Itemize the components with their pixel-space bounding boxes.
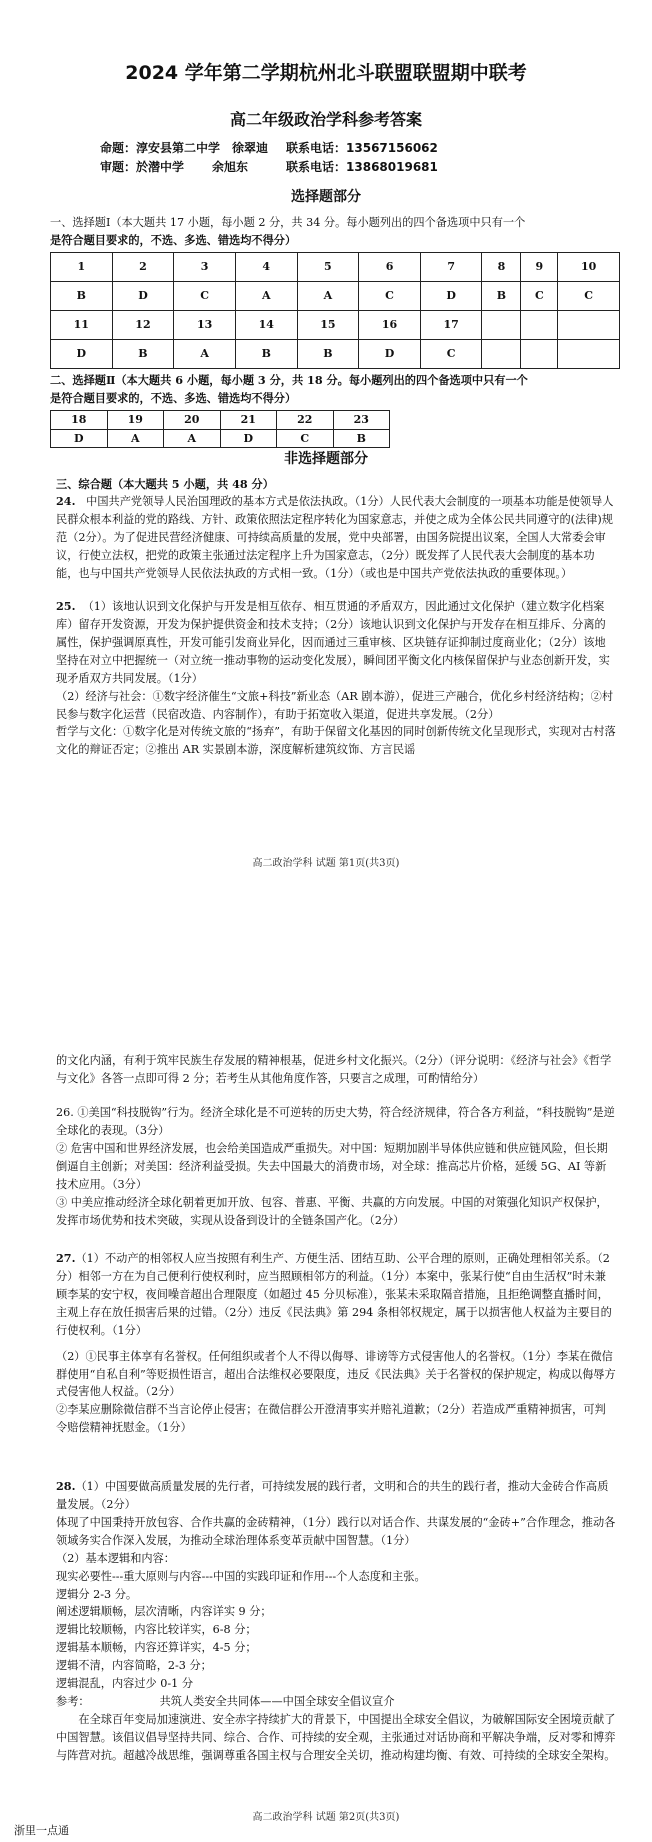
table-cell: 13 (174, 311, 236, 340)
table-cell: D (420, 282, 482, 311)
q26-part1: 26. ①美国“科技脱钩”行为。经济全球化是不可逆转的历史大势，符合经济规律，符合各方利益，“科技脱钩”是逆全球化的表现。（3分） (56, 1106, 615, 1137)
table-cell: D (220, 429, 277, 448)
reference-label: 参考： (56, 1695, 90, 1709)
q25-answer (56, 598, 616, 759)
q28-part2: 体现了中国秉持开放包容、合作共赢的金砖精神，（1分）践行以对话合作、共谋发展的“金砖+”合作理念，推动各领域务实合作深入发展，为推动全球治理体系变革贡献中国智慧。（1分） (56, 1515, 616, 1547)
table-row (51, 429, 390, 448)
section-nonchoice-title: 非选择题部分 (284, 451, 368, 467)
exam-title: 2024 学年第二学期杭州北斗联盟联盟期中联考 (125, 62, 527, 84)
q27-answer (56, 1250, 616, 1437)
q25-part3: 哲学与文化：①数字化是对传统文旅的“扬弃”，有助于保留文化基因的同时创新传统文化呈现形式，实现对古村落文化的辩证否定；②推出 AR 实景剧本游，深度解析建筑纹饰、方言民谣 (56, 725, 616, 757)
reviewer-line (100, 158, 438, 177)
table-cell: 3 (174, 253, 236, 282)
q27-part3: ②李某应删除微信群不当言论停止侵害；在微信群公开澄清事实并赔礼道歉；（2分）若造成严重精神损害，可判令赔偿精神抚慰金。（1分） (56, 1403, 606, 1435)
q2-intro (50, 372, 620, 408)
table-cell: C (558, 282, 620, 311)
table-cell: 7 (420, 253, 482, 282)
table-row (51, 411, 390, 430)
q26-part3: ③ 中美应推动经济全球化朝着更加开放、包容、普惠、平衡、共赢的方向发展。中国的对策强化知识产权保护，发挥市场优势和技术突破，实现从设备到设计的全链条国产化。（2分） (56, 1195, 608, 1227)
q26-part2: ② 危害中国和世界经济发展，也会给美国造成严重损失。对中国：短期加剧半导体供应链和供应链风险，但长期倒逼自主创新；对美国：经济利益受损。失去中国最大的消费市场，对全球：推高芯片价格，延缓 5G、AI 等新技术应用。（3分） (56, 1141, 608, 1191)
q25-continued (56, 1052, 616, 1088)
table-row (51, 311, 620, 340)
q28-part9: 逻辑不清，内容简略，2-3 分； (56, 1659, 212, 1673)
table-cell: 18 (51, 411, 108, 430)
table-cell: 19 (107, 411, 164, 430)
table-cell: B (297, 340, 359, 369)
table-cell: B (482, 282, 521, 311)
answer-table-1 (50, 252, 620, 369)
proposer-label: 命题： (100, 141, 137, 155)
table-cell: D (359, 340, 421, 369)
q28-part5: 逻辑分 2-3 分。 (56, 1587, 138, 1601)
table-cell: A (164, 429, 221, 448)
table-row (51, 282, 620, 311)
table-cell: D (51, 340, 113, 369)
reviewer-school: 於潜中学 (136, 160, 185, 174)
section-choice-title: 选择题部分 (291, 189, 361, 205)
table-cell: B (235, 340, 297, 369)
table-cell: 8 (482, 253, 521, 282)
table-cell (558, 340, 620, 369)
table-cell: A (235, 282, 297, 311)
table-cell: A (174, 340, 236, 369)
table-cell: 22 (277, 411, 334, 430)
table-cell: 16 (359, 311, 421, 340)
q26-answer (56, 1104, 616, 1229)
table-cell: C (174, 282, 236, 311)
reference-body: 在全球百年变局加速演进、安全赤字持续扩大的背景下，中国提出全球安全倡议，为破解国际安全困境贡献了中国智慧。该倡议倡导坚持共同、综合、合作、可持续的安全观，主张通过对话协商和平解决争端，反对零和博弈与阵营对抗。超越冷战思维，强调尊重各国主权与合理安全关切，推动构建均衡、有效、可持续的全球安全架构。 (56, 1712, 616, 1762)
q2-intro-bold: 是符合题目要求的，不选、多选、错选均不得分） (50, 390, 297, 405)
table-cell: B (51, 282, 113, 311)
q25-number: 25. (56, 599, 76, 613)
table-cell: 2 (112, 253, 174, 282)
corner-watermark: 浙里一点通 (14, 1824, 69, 1837)
table-cell: 9 (521, 253, 558, 282)
page-footer-2: 高二政治学科 试题 第2页(共3页) (252, 1812, 400, 1823)
q27-number: 27. (56, 1251, 76, 1265)
table-cell: 10 (558, 253, 620, 282)
q24-number: 24. (56, 494, 76, 508)
q28-part4: 现实必要性---重大原则与内容---中国的实践印证和作用---个人态度和主张。 (56, 1569, 426, 1583)
page-footer-1: 高二政治学科 试题 第1页(共3页) (252, 858, 400, 869)
reviewer-label: 审题： (100, 160, 137, 174)
table-cell: 4 (235, 253, 297, 282)
table-cell (482, 311, 521, 340)
table-cell: C (420, 340, 482, 369)
table-cell: 17 (420, 311, 482, 340)
table-cell (482, 340, 521, 369)
table-cell: D (51, 429, 108, 448)
table-cell: 11 (51, 311, 113, 340)
table-cell: A (107, 429, 164, 448)
section2-intro (56, 476, 616, 494)
table-cell: 1 (51, 253, 113, 282)
q28-answer (56, 1478, 616, 1765)
q24-answer (56, 493, 616, 583)
table-cell: 6 (359, 253, 421, 282)
table-row (51, 253, 620, 282)
q24-text: 中国共产党领导人民治国理政的基本方式是依法执政。（1分）人民代表大会制度的一项基本功能是使领导人民群众根本利益的党的路线、方针、政策依照法定程序转化为国家意志，并使之成为全体公民共同遵守的(法律)规范（2分）。为了促进民营经济健康、可持续高质量的发展，党中央部署，由国务院提出议案，全国人大常委会审议，行使立法权，把党的政策主张通过法定程序上升为国家意志，（2分）既发挥了人民代表大会制度的基本功能，也与中国共产党领导人民依法执政的方式相一致。（1分）（或也是中国共产党依法执政的重要体现。） (56, 495, 614, 580)
q1-intro-bold: 是符合题目要求的，不选、多选、错选均不得分） (50, 232, 297, 247)
q25-part2: （2）经济与社会：①数字经济催生“文旅+科技”新业态（AR 剧本游），促进三产融合，优化乡村经济结构；②村民参与数字化运营（民宿改造、内容制作），有助于拓宽收入渠道，促进共享发展。（2分） (56, 689, 614, 721)
q28-number: 28. (56, 1479, 76, 1493)
table-cell: D (112, 282, 174, 311)
reviewer-phone: 13868019681 (346, 160, 438, 174)
table-cell: 15 (297, 311, 359, 340)
table-cell: C (521, 282, 558, 311)
proposer-line (100, 139, 438, 158)
table-cell (521, 311, 558, 340)
proposer-phone-label: 联系电话： (286, 141, 347, 155)
q28-part3: （2）基本逻辑和内容： (56, 1551, 175, 1565)
q28-part8: 逻辑基本顺畅，内容还算详实，4-5 分； (56, 1641, 257, 1655)
proposer: 淳安县第二中学 徐翠迪 (136, 141, 269, 155)
section2-intro-text: 三、综合题（本大题共 5 小题，共 48 分） (56, 477, 274, 491)
table-cell (558, 311, 620, 340)
table-cell: B (333, 429, 390, 448)
reviewer: 余旭东 (212, 160, 249, 174)
q28-part1: （1）中国要做高质量发展的先行者，可持续发展的践行者，文明和合的共生的践行者，推动大金砖合作高质量发展。（2分） (56, 1480, 609, 1511)
q28-part6: 阐述逻辑顺畅，层次清晰，内容详实 9 分； (56, 1605, 272, 1619)
reference-title: 共筑人类安全共同体——中国全球安全倡议宣介 (159, 1695, 395, 1709)
q25-part1: （1）该地认识到文化保护与开发是相互依存、相互贯通的矛盾双方，因此通过文化保护（建立数字化档案库）留存开发资源，开发为保护提供资金和技术支持；（2分）该地认识到文化保护与开发存在相互排斥、分离的属性，保护强调原真性，开发可能引发商业异化，因而通过三重审核、区块链存证抑制过度商业化；（2分）该地坚持在对立中把握统一（对立统一推动事物的运动变化发展），瞬间团平衡文化内核保留保护与业态创新开发，实现矛盾双方共同发展。（1分） (56, 600, 610, 685)
exam-subtitle: 高二年级政治学科参考答案 (229, 110, 422, 129)
table-cell: A (297, 282, 359, 311)
q28-part7: 逻辑比较顺畅，内容比较详实，6-8 分； (56, 1623, 257, 1637)
proposer-phone: 13567156062 (346, 141, 438, 155)
table-cell: 20 (164, 411, 221, 430)
table-cell: C (359, 282, 421, 311)
q2-intro-text: 二、选择题Ⅱ（本大题共 6 小题，每小题 3 分，共 18 分。每小题列出的四个备选项中只有一个 (50, 373, 528, 387)
table-cell: B (112, 340, 174, 369)
q25-part4: 的文化内涵，有利于筑牢民族生存发展的精神根基，促进乡村文化振兴。（2分）（评分说明：《经济与社会》《哲学与文化》各答一点即可得 2 分；若考生从其他角度作答，只要言之成理，可酌情给分） (56, 1054, 612, 1085)
q1-intro (50, 214, 620, 250)
table-cell (521, 340, 558, 369)
table-row (51, 340, 620, 369)
answer-table-2 (50, 410, 390, 448)
table-cell: 12 (112, 311, 174, 340)
table-cell: 21 (220, 411, 277, 430)
table-cell: 23 (333, 411, 390, 430)
q1-intro-text: 一、选择题Ⅰ（本大题共 17 小题，每小题 2 分，共 34 分。每小题列出的四个备选项中只有一个 (50, 216, 526, 229)
q28-part10: 逻辑混乱，内容过少 0-1 分 (56, 1677, 194, 1691)
reviewer-phone-label: 联系电话： (286, 160, 347, 174)
table-cell: 5 (297, 253, 359, 282)
table-cell: C (277, 429, 334, 448)
q27-part1: （1）不动产的相邻权人应当按照有利生产、方便生活、团结互助、公平合理的原则，正确处理相邻关系。（2分）相邻一方在为自己便利行使权利时，应当照顾相邻方的利益。（1分）本案中，张某行使“自由生活权”时未兼顾李某的安宁权，夜间噪音超出合理限度（如超过 45 分贝标准），张某未采取隔音措施，且拒绝调整直播时间，主观上存在放任损害后果的过错。（2分）违反《民法典》第 294 条相邻权规定，属于以损害他人权益为主要目的行使权利。（1分） (56, 1252, 612, 1337)
table-cell: 14 (235, 311, 297, 340)
q27-part2: （2）①民事主体享有名誉权。任何组织或者个人不得以侮辱、诽谤等方式侵害他人的名誉权。（1分）李某在微信群使用“自私自利”等贬损性语言，超出合法维权必要限度，违反《民法典》关于名誉权的保护规定，构成以侮辱方式侵害他人权益。（2分） (56, 1349, 616, 1399)
